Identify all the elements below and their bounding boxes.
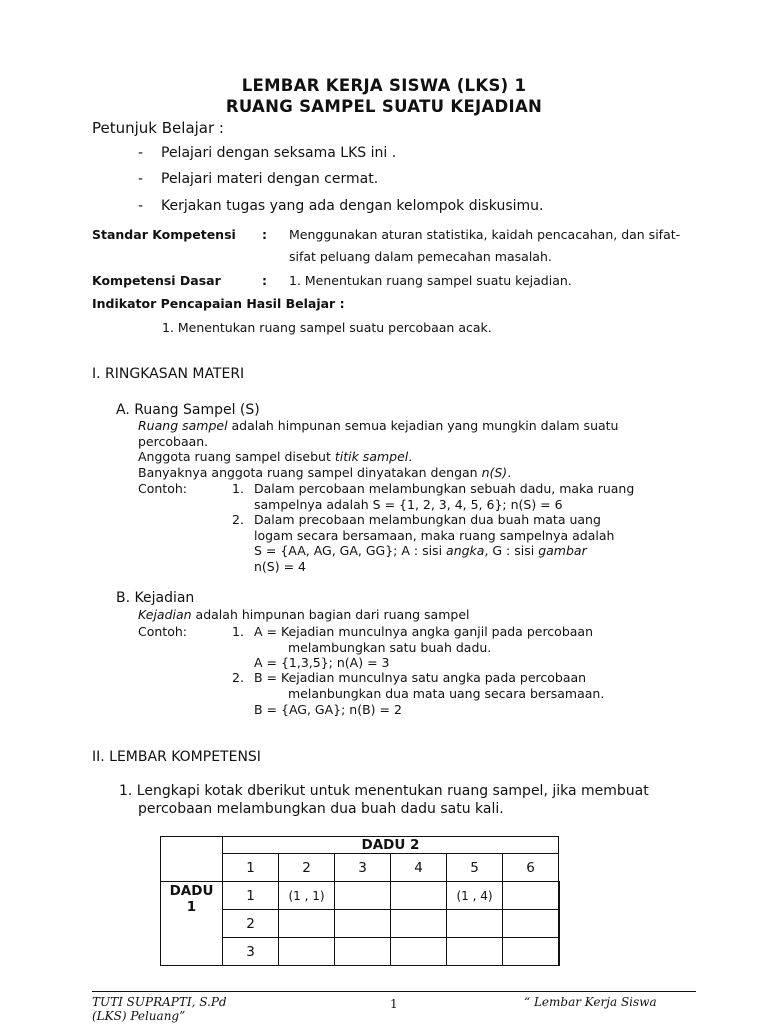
example-1-line-2: sampelnya adalah S = {1, 2, 3, 4, 5, 6}; n(S) = 6 — [254, 497, 563, 512]
example-number: 2. — [232, 512, 244, 527]
row-header: 3 — [223, 938, 279, 966]
dash-icon: - — [138, 171, 144, 187]
table-cell — [503, 910, 559, 938]
column-header: 2 — [279, 854, 335, 882]
title-line-2: RUANG SAMPEL SUATU KEJADIAN — [225, 97, 543, 116]
table-cell: (1 , 4) — [447, 882, 503, 910]
standar-text-1: Menggunakan aturan statistika, kaidah pencacahan, dan sifat- — [289, 227, 681, 242]
page-number: 1 — [390, 997, 398, 1011]
ruang-sampel-definition-2: percobaan. — [138, 434, 209, 449]
table-cell — [503, 938, 559, 966]
example-number: 1. — [232, 624, 244, 639]
sample-space-table — [160, 836, 560, 966]
kejadian-example-2-line-3: B = {AG, GA}; n(B) = 2 — [254, 702, 402, 717]
table-cell — [391, 938, 447, 966]
table-cell — [447, 910, 503, 938]
contoh-label: Contoh: — [138, 624, 187, 639]
question-1-line-2: percobaan melambungkan dua buah dadu satu kali. — [138, 801, 504, 817]
table-corner-cell — [161, 837, 223, 882]
kompetensi-label: Kompetensi Dasar — [92, 273, 221, 288]
indikator-label: Indikator Pencapaian Hasil Belajar : — [92, 296, 345, 311]
kejadian-example-2-line-1: B = Kejadian munculnya satu angka pada percobaan — [254, 670, 587, 685]
kejadian-example-1-line-2: melambungkan satu buah dadu. — [288, 640, 492, 655]
example-1-line-1: Dalam percobaan melambungkan sebuah dadu, maka ruang — [254, 481, 635, 496]
indikator-item: 1. Menentukan ruang sampel suatu percobaan acak. — [162, 320, 492, 335]
table-cell — [335, 882, 391, 910]
table-cell — [391, 910, 447, 938]
contoh-label: Contoh: — [138, 481, 187, 496]
dadu-1-label: DADU — [169, 883, 214, 899]
footer-author: TUTI SUPRAPTI, S.Pd — [92, 995, 227, 1009]
example-2-line-3: S = {AA, AG, GA, GG}; A : sisi angka, G : sisi gambar — [254, 543, 587, 558]
petunjuk-item-text: Pelajari dengan seksama LKS ini . — [161, 145, 397, 161]
column-header: 4 — [391, 854, 447, 882]
table-cell — [559, 910, 560, 938]
ns-text: Banyaknya anggota ruang sampel dinyatakan dengan n(S). — [138, 465, 512, 480]
table-cell — [391, 882, 447, 910]
table-cell — [279, 938, 335, 966]
kejadian-example-1-line-1: A = Kejadian munculnya angka ganjil pada percobaan — [254, 624, 594, 639]
footer-subject: (LKS) Peluang” — [92, 1009, 186, 1023]
subsection-b-heading: B. Kejadian — [116, 590, 195, 606]
ruang-sampel-definition: Ruang sampel adalah himpunan semua kejadian yang mungkin dalam suatu — [138, 418, 619, 433]
kompetensi-colon: : — [262, 273, 267, 288]
table-cell — [447, 938, 503, 966]
table-row — [161, 882, 560, 910]
dash-icon: - — [138, 198, 144, 214]
footer-doc-title: “ Lembar Kerja Siswa — [524, 995, 657, 1009]
column-header: 1 — [223, 854, 279, 882]
table-cell — [503, 882, 559, 910]
petunjuk-item-text: Pelajari materi dengan cermat. — [161, 171, 379, 187]
table-cell — [335, 910, 391, 938]
dadu-1-number: 1 — [186, 899, 197, 915]
example-number: 1. — [232, 481, 244, 496]
kejadian-example-2-line-2: melanbungkan dua mata uang secara bersamaan. — [288, 686, 605, 701]
dadu-2-header: DADU 2 — [223, 837, 559, 854]
standar-colon: : — [262, 227, 267, 242]
column-header: 5 — [447, 854, 503, 882]
example-2-line-1: Dalam precobaan melambungkan dua buah mata uang — [254, 512, 601, 527]
titik-sampel-text: Anggota ruang sampel disebut titik sampel. — [138, 449, 413, 464]
table-cell — [559, 882, 560, 910]
petunjuk-item-text: Kerjakan tugas yang ada dengan kelompok diskusimu. — [161, 198, 544, 214]
kompetensi-text: 1. Menentukan ruang sampel suatu kejadian. — [289, 273, 572, 288]
standar-label: Standar Kompetensi — [92, 227, 236, 242]
kejadian-definition: Kejadian adalah himpunan bagian dari ruang sampel — [138, 607, 470, 622]
table-cell — [335, 938, 391, 966]
table-cell — [279, 910, 335, 938]
table-cell: (1 , 1) — [279, 882, 335, 910]
title-line-1: LEMBAR KERJA SISWA (LKS) 1 — [241, 76, 527, 95]
kejadian-example-1-line-3: A = {1,3,5}; n(A) = 3 — [254, 655, 390, 670]
column-header: 3 — [335, 854, 391, 882]
dash-icon: - — [138, 145, 144, 161]
question-1-line-1: 1. Lengkapi kotak dberikut untuk menentukan ruang sampel, jika membuat — [119, 783, 649, 799]
row-header: 1 — [223, 882, 279, 910]
example-2-line-4: n(S) = 4 — [254, 559, 306, 574]
table-cell — [559, 938, 560, 966]
row-header: 2 — [223, 910, 279, 938]
dadu-1-header — [161, 882, 223, 966]
subsection-a-heading: A. Ruang Sampel (S) — [116, 402, 260, 418]
standar-text-2: sifat peluang dalam pemecahan masalah. — [289, 249, 552, 264]
column-header: 6 — [503, 854, 559, 882]
example-2-line-2: logam secara bersamaan, maka ruang sampelnya adalah — [254, 528, 615, 543]
section-2-heading: II. LEMBAR KOMPETENSI — [92, 749, 261, 765]
section-1-heading: I. RINGKASAN MATERI — [92, 366, 245, 382]
example-number: 2. — [232, 670, 244, 685]
petunjuk-heading: Petunjuk Belajar : — [92, 119, 224, 137]
footer-rule — [92, 991, 696, 992]
